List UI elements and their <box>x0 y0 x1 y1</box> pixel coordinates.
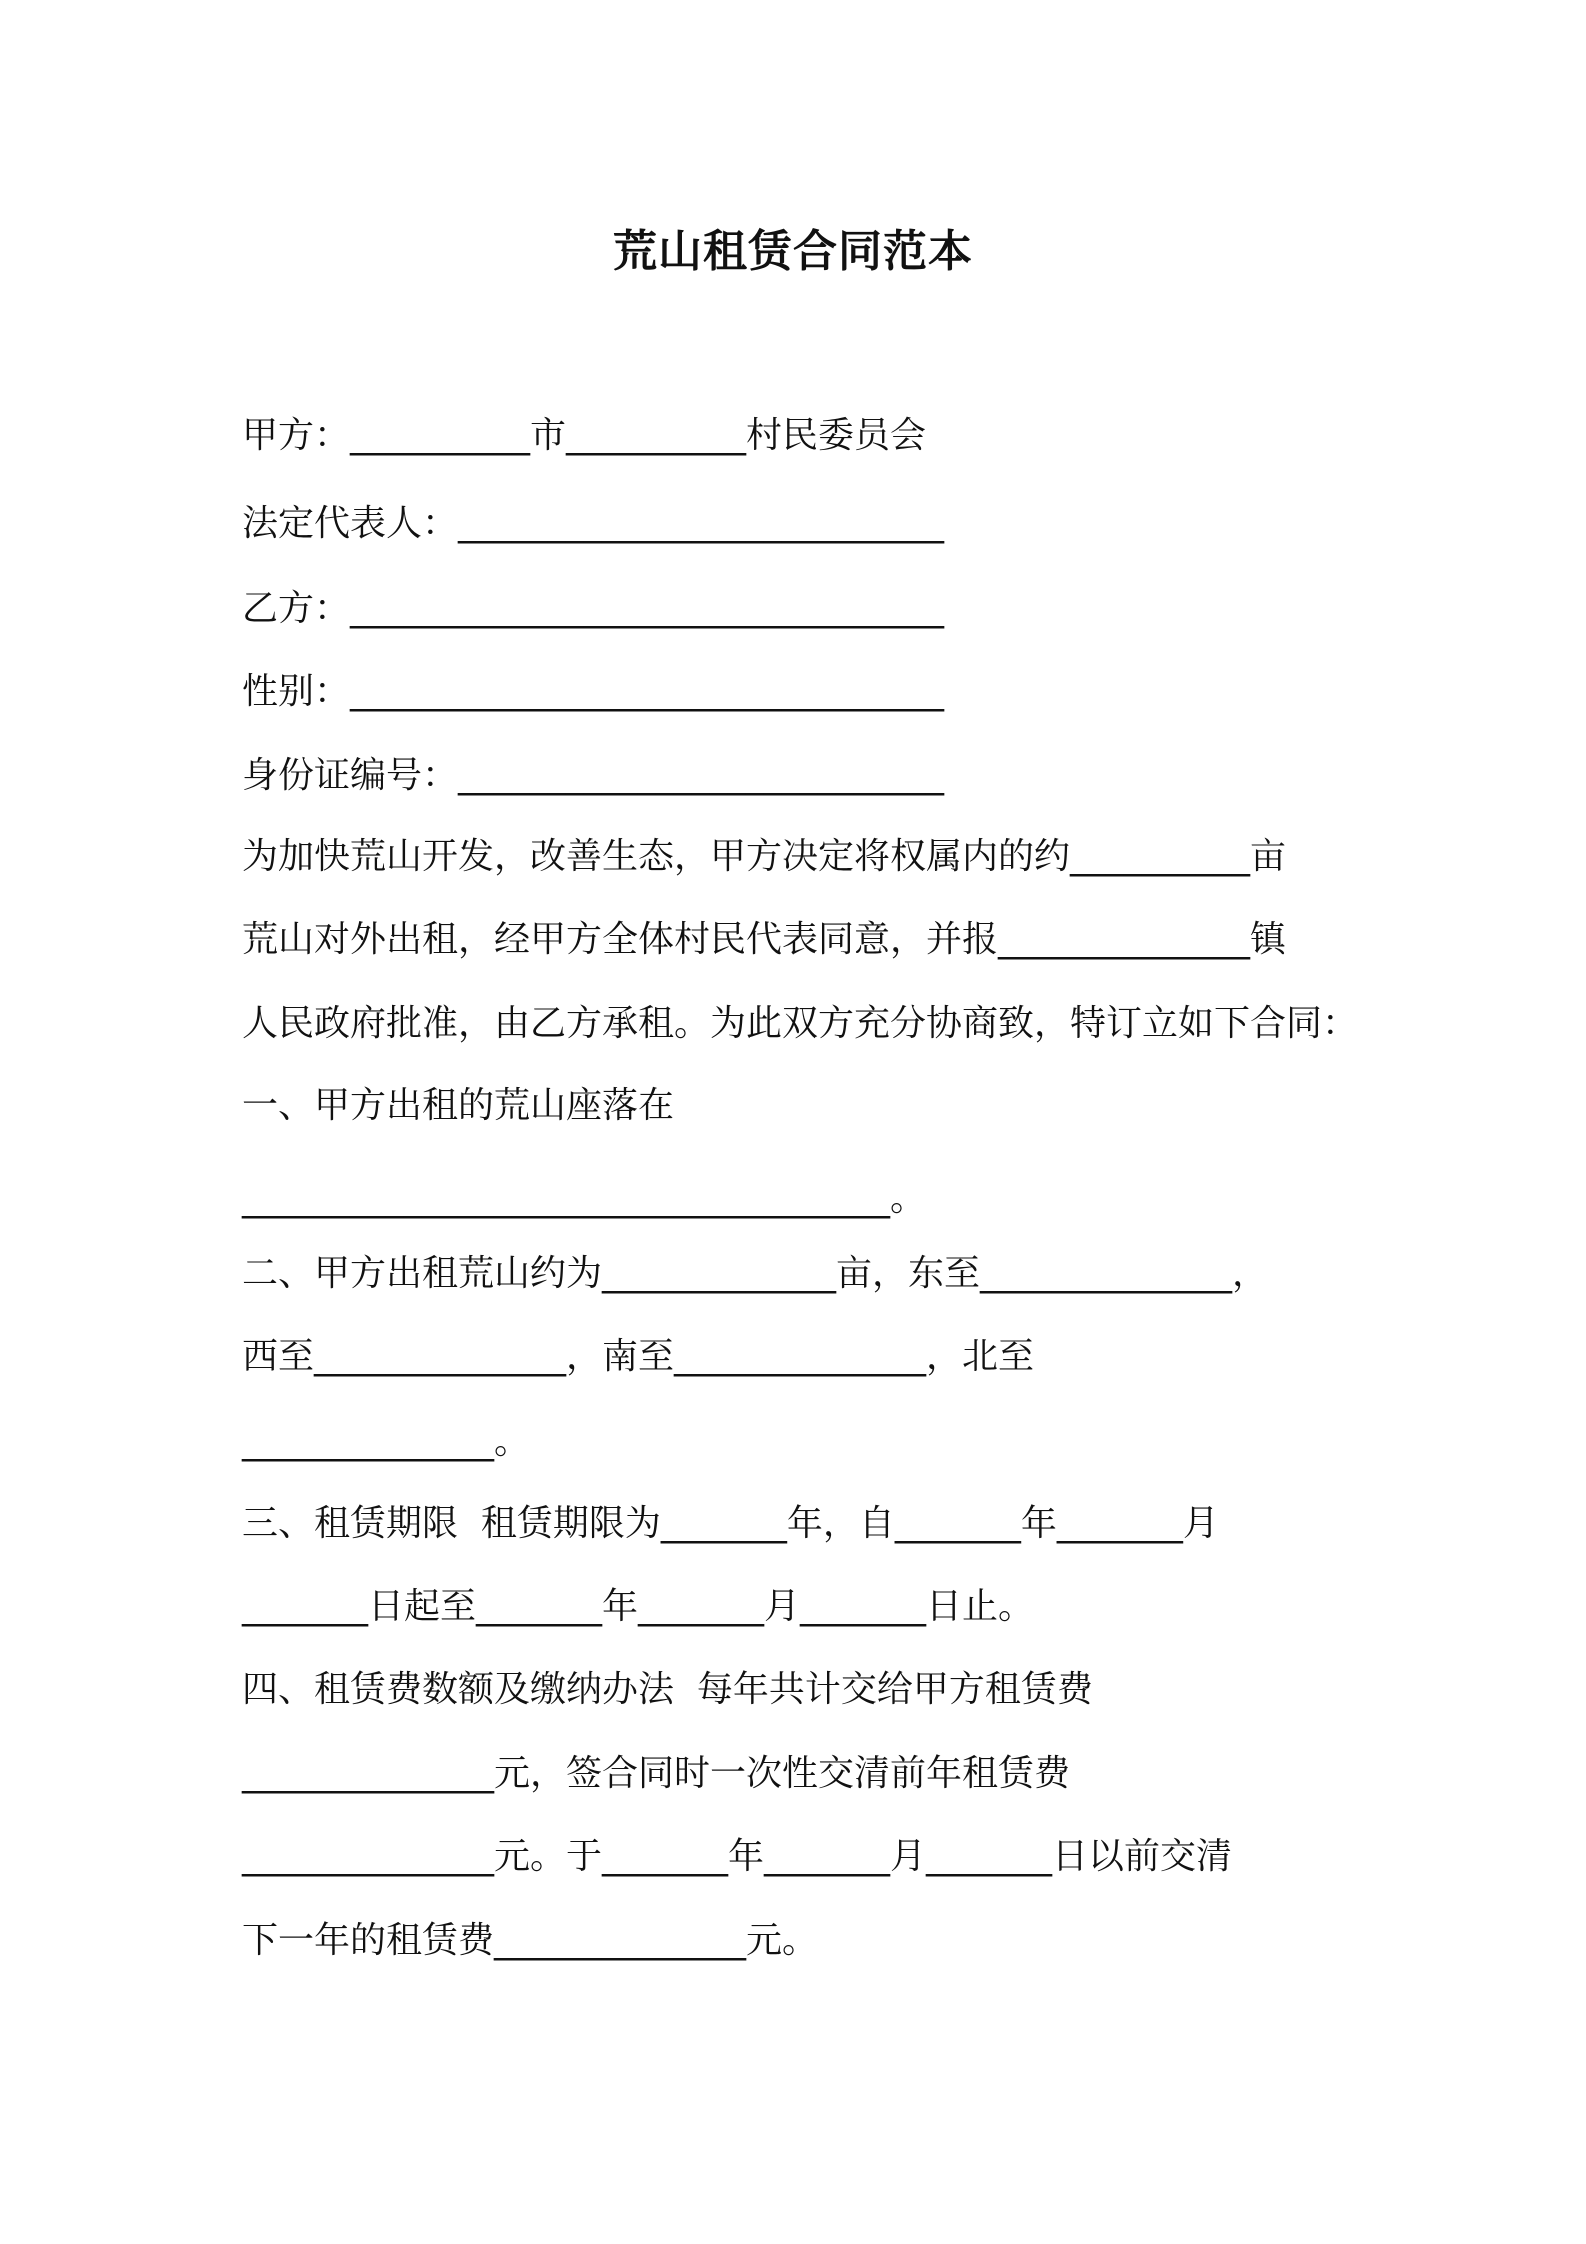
intro-paragraph-line-2: 荒山对外出租，经甲方全体村民代表同意，并报______________镇 <box>242 919 1287 960</box>
gender-line: 性别：_________________________________ <box>242 671 945 712</box>
id-number-line: 身份证编号：___________________________ <box>242 755 945 796</box>
intro-paragraph-line-1: 为加快荒山开发，改善生态，甲方决定将权属内的约__________亩 <box>242 836 1287 877</box>
clause-4-line-1: 四、租赁费数额及缴纳办法 每年共计交给甲方租赁费 <box>242 1669 1093 1710</box>
clause-1-location-line: ____________________________________。 <box>242 1178 926 1219</box>
party-b-line: 乙方：_________________________________ <box>242 588 945 629</box>
clause-3-line-2: _______日起至_______年_______月_______日止。 <box>242 1586 1035 1627</box>
clause-4-line-4: 下一年的租赁费______________元。 <box>242 1920 819 1961</box>
clause-2-line-3: ______________。 <box>242 1421 530 1462</box>
clause-2-line-1: 二、甲方出租荒山约为_____________亩，东至______________， <box>242 1253 1269 1294</box>
legal-representative-line: 法定代表人：___________________________ <box>242 503 945 544</box>
clause-2-line-2: 西至______________，南至______________，北至 <box>242 1336 1035 1377</box>
clause-4-line-3: ______________元。于_______年_______月_______日以前交清 <box>242 1836 1233 1877</box>
clause-1-heading: 一、甲方出租的荒山座落在 <box>242 1085 675 1126</box>
party-a-line: 甲方：__________市__________村民委员会 <box>242 415 927 456</box>
intro-paragraph-line-3: 人民政府批准，由乙方承租。为此双方充分协商致，特订立如下合同： <box>242 1003 1359 1044</box>
clause-3-line-1: 三、租赁期限 租赁期限为_______年，自_______年_______月 <box>242 1503 1219 1544</box>
clause-4-line-2: ______________元，签合同时一次性交清前年租赁费 <box>242 1753 1071 1794</box>
document-title: 荒山租赁合同范本 <box>613 226 973 277</box>
